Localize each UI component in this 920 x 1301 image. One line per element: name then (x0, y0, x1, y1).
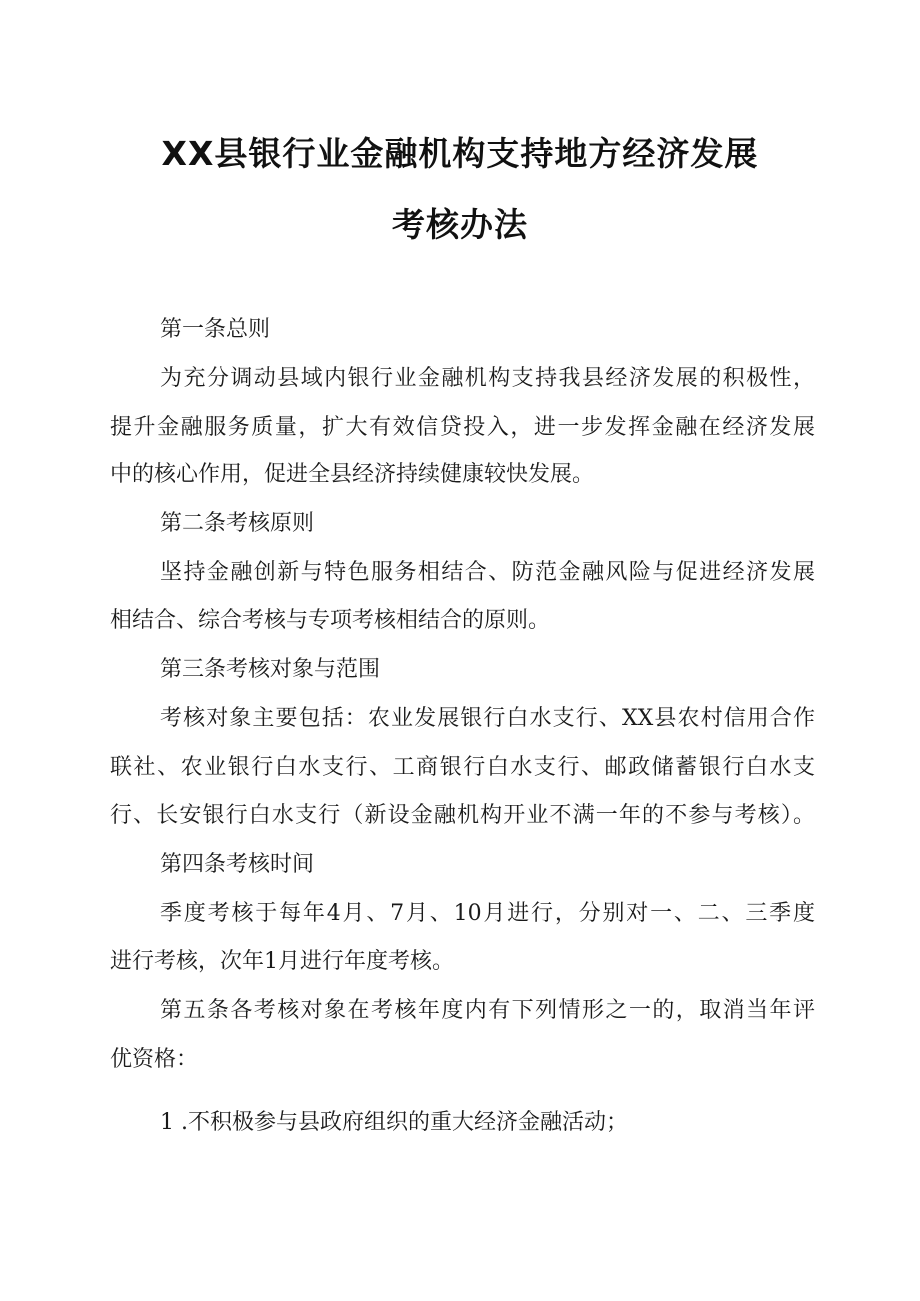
document-title-line-2: 考核办法 (392, 205, 528, 244)
article-4-text-line-2: 进行考核，次年1月进行年度考核。 (110, 949, 454, 974)
article-5-text-line-2: 优资格： (110, 1047, 199, 1072)
article-2-heading: 第二条考核原则 (160, 511, 315, 536)
article-3-text-line-2: 联社、农业银行白水支行、工商银行白水支行、邮政储蓄银行白水支 (110, 755, 815, 780)
article-3-text-line-1: 考核对象主要包括：农业发展银行白水支行、XX县农村信用合作 (160, 706, 815, 731)
article-5-text-line-1: 第五条各考核对象在考核年度内有下列情形之一的，取消当年评 (160, 998, 815, 1023)
list-item-1: 1 .不积极参与县政府组织的重大经济金融活动； (160, 1110, 628, 1135)
article-2-text-line-2: 相结合、综合考核与专项考核相结合的原则。 (110, 608, 551, 633)
article-3-heading: 第三条考核对象与范围 (160, 657, 381, 682)
article-4-heading: 第四条考核时间 (160, 852, 315, 877)
article-3-text-line-3: 行、长安银行白水支行（新设金融机构开业不满一年的不参与考核）。 (110, 803, 815, 828)
article-1-text-line-2: 提升金融服务质量，扩大有效信贷投入，进一步发挥金融在经济发展 (110, 415, 815, 440)
article-1-text-line-3: 中的核心作用，促进全县经济持续健康较快发展。 (110, 462, 595, 487)
article-1-heading: 第一条总则 (160, 317, 271, 342)
article-4-text-line-1: 季度考核于每年4月、7月、10月进行，分别对一、二、三季度 (160, 901, 815, 926)
document-title-line-1: XX县银行业金融机构支持地方经济发展 (161, 134, 759, 173)
article-2-text-line-1: 坚持金融创新与特色服务相结合、防范金融风险与促进经济发展 (160, 560, 815, 585)
article-1-text-line-1: 为充分调动县域内银行业金融机构支持我县经济发展的积极性， (160, 366, 815, 391)
